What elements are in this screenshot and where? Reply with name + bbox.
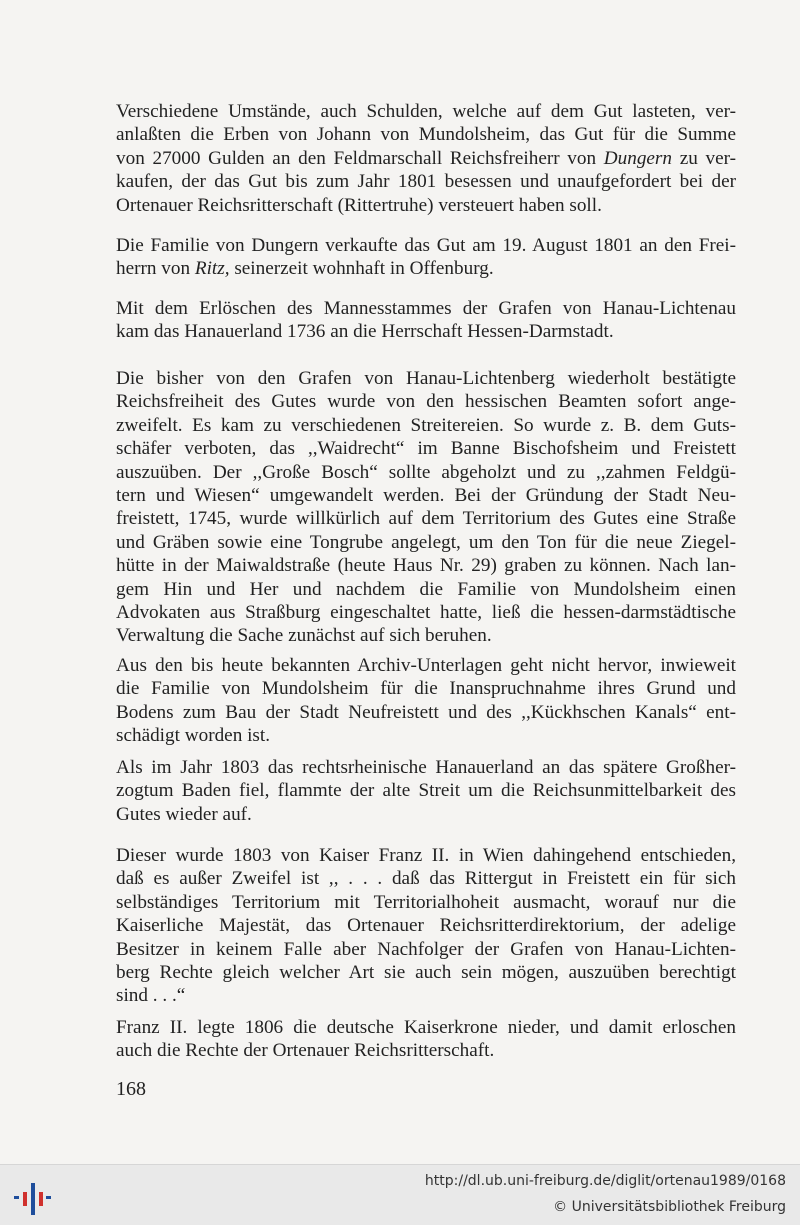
text-line: hütte in der Maiwaldstraße (heute Haus Nr. 29) graben zu können. Nach lan- xyxy=(116,555,736,577)
text-line: Verschiedene Umstände, auch Schulden, welche auf dem Gut lasteten, ver- xyxy=(116,101,736,122)
text-line: freistett, 1745, wurde willkürlich auf dem Territorium des Gutes eine Straße xyxy=(116,508,736,530)
text-line: Franz II. legte 1806 die deutsche Kaiserkrone nieder, und damit erloschen xyxy=(116,1017,736,1038)
text-line: tern und Wiesen“ umgewandelt werden. Bei der Gründung der Stadt Neu- xyxy=(116,485,736,507)
text-line: Kaiserliche Majestät, das Ortenauer Reichsritterdirektorium, der adelige xyxy=(116,915,736,937)
footer-bar xyxy=(0,1164,800,1225)
paragraph xyxy=(116,1016,736,1063)
library-logo-icon xyxy=(12,1179,52,1219)
text-line: Reichsfreiheit des Gutes wurde von den hessischen Beamten sofort ange- xyxy=(116,391,736,413)
text-line: anlaßten die Erben von Johann von Mundolsheim, das Gut für die Summe xyxy=(116,124,736,146)
text-line: herrn von Ritz, seinerzeit wohnhaft in Offenburg. xyxy=(116,258,494,280)
text-line: Ortenauer Reichsritterschaft (Rittertruhe) versteuert haben soll. xyxy=(116,194,602,216)
text-line: schädigt worden ist. xyxy=(116,725,271,747)
page-number: 168 xyxy=(116,1078,146,1100)
text-line: auszuüben. Der ,,Große Bosch“ sollte abgeholzt und zu ,,zahmen Feldgü- xyxy=(116,461,736,483)
text-line: Die Familie von Dungern verkaufte das Gut am 19. August 1801 an den Frei- xyxy=(116,235,736,256)
text-line: berg Rechte gleich welcher Art sie auch sein mögen, auszuüben berechtigt xyxy=(116,962,736,984)
text-line: zweifelt. Es kam zu verschiedenen Streitereien. So wurde z. B. dem Guts- xyxy=(116,414,736,436)
text-line: zogtum Baden fiel, flammte der alte Streit um die Reichsunmittelbarkeit des xyxy=(116,780,736,802)
paragraph xyxy=(116,654,736,748)
text-line: Mit dem Erlöschen des Mannesstammes der Grafen von Hanau-Lichtenau xyxy=(116,298,736,319)
text-line: von 27000 Gulden an den Feldmarschall Reichsfreiherr von Dungern zu ver- xyxy=(116,147,736,169)
italic-name: Dungern xyxy=(603,147,672,169)
text-line: Dieser wurde 1803 von Kaiser Franz II. in Wien dahingehend entschieden, xyxy=(116,845,736,866)
text-line: kam das Hanauerland 1736 an die Herrschaft Hessen-Darmstadt. xyxy=(116,321,614,343)
text-line: und Gräben sowie eine Tongrube angelegt, um den Ton für die neue Ziegel- xyxy=(116,531,736,553)
text-line: Als im Jahr 1803 das rechtsrheinische Hanauerland an das spätere Großher- xyxy=(116,757,736,778)
paragraph xyxy=(116,844,736,1008)
text-line: kaufen, der das Gut bis zum Jahr 1801 besessen und unaufgefordert bei der xyxy=(116,171,736,193)
text-line: die Familie von Mundolsheim für die Inanspruchnahme ihres Grund und xyxy=(116,678,736,700)
paragraph xyxy=(116,756,736,826)
italic-name: Ritz, xyxy=(194,258,230,280)
paragraph xyxy=(116,297,736,344)
text-line: Advokaten aus Straßburg eingeschaltet hatte, ließ die hessen-darmstädtische xyxy=(116,602,736,624)
text-line: Verwaltung die Sache zunächst auf sich beruhen. xyxy=(116,625,492,647)
paragraph xyxy=(116,100,736,217)
text-line: gem Hin und Her und nachdem die Familie von Mundolsheim einen xyxy=(116,578,736,600)
text-line: Die bisher von den Grafen von Hanau-Lichtenberg wiederholt bestätigte xyxy=(116,368,736,389)
source-url-link[interactable]: http://dl.ub.uni-freiburg.de/diglit/ortenau1989/0168 xyxy=(424,1173,786,1189)
text-line: Besitzer in keinem Falle aber Nachfolger der Grafen von Hanau-Lichten- xyxy=(116,938,736,960)
paragraph xyxy=(116,234,736,281)
text-line: Gutes wieder auf. xyxy=(116,803,252,825)
copyright-notice: © Universitätsbibliothek Freiburg xyxy=(553,1199,786,1215)
text-line: daß es außer Zweifel ist ,, . . . daß das Rittergut in Freistett ein für sich xyxy=(116,868,736,890)
text-line: auch die Rechte der Ortenauer Reichsritterschaft. xyxy=(116,1040,495,1062)
text-line: sind . . .“ xyxy=(116,985,186,1007)
text-line: selbständiges Territorium mit Territorialhoheit ausmacht, worauf nur die xyxy=(116,891,736,913)
text-line: Aus den bis heute bekannten Archiv-Unterlagen geht nicht hervor, inwieweit xyxy=(116,655,736,676)
paragraph xyxy=(116,367,736,648)
text-line: Bodens zum Bau der Stadt Neufreistett und des ,,Kückhschen Kanals“ ent- xyxy=(116,701,736,723)
text-line: schäfer verboten, das ,,Waidrecht“ im Banne Bischofsheim und Freistett xyxy=(116,438,736,460)
